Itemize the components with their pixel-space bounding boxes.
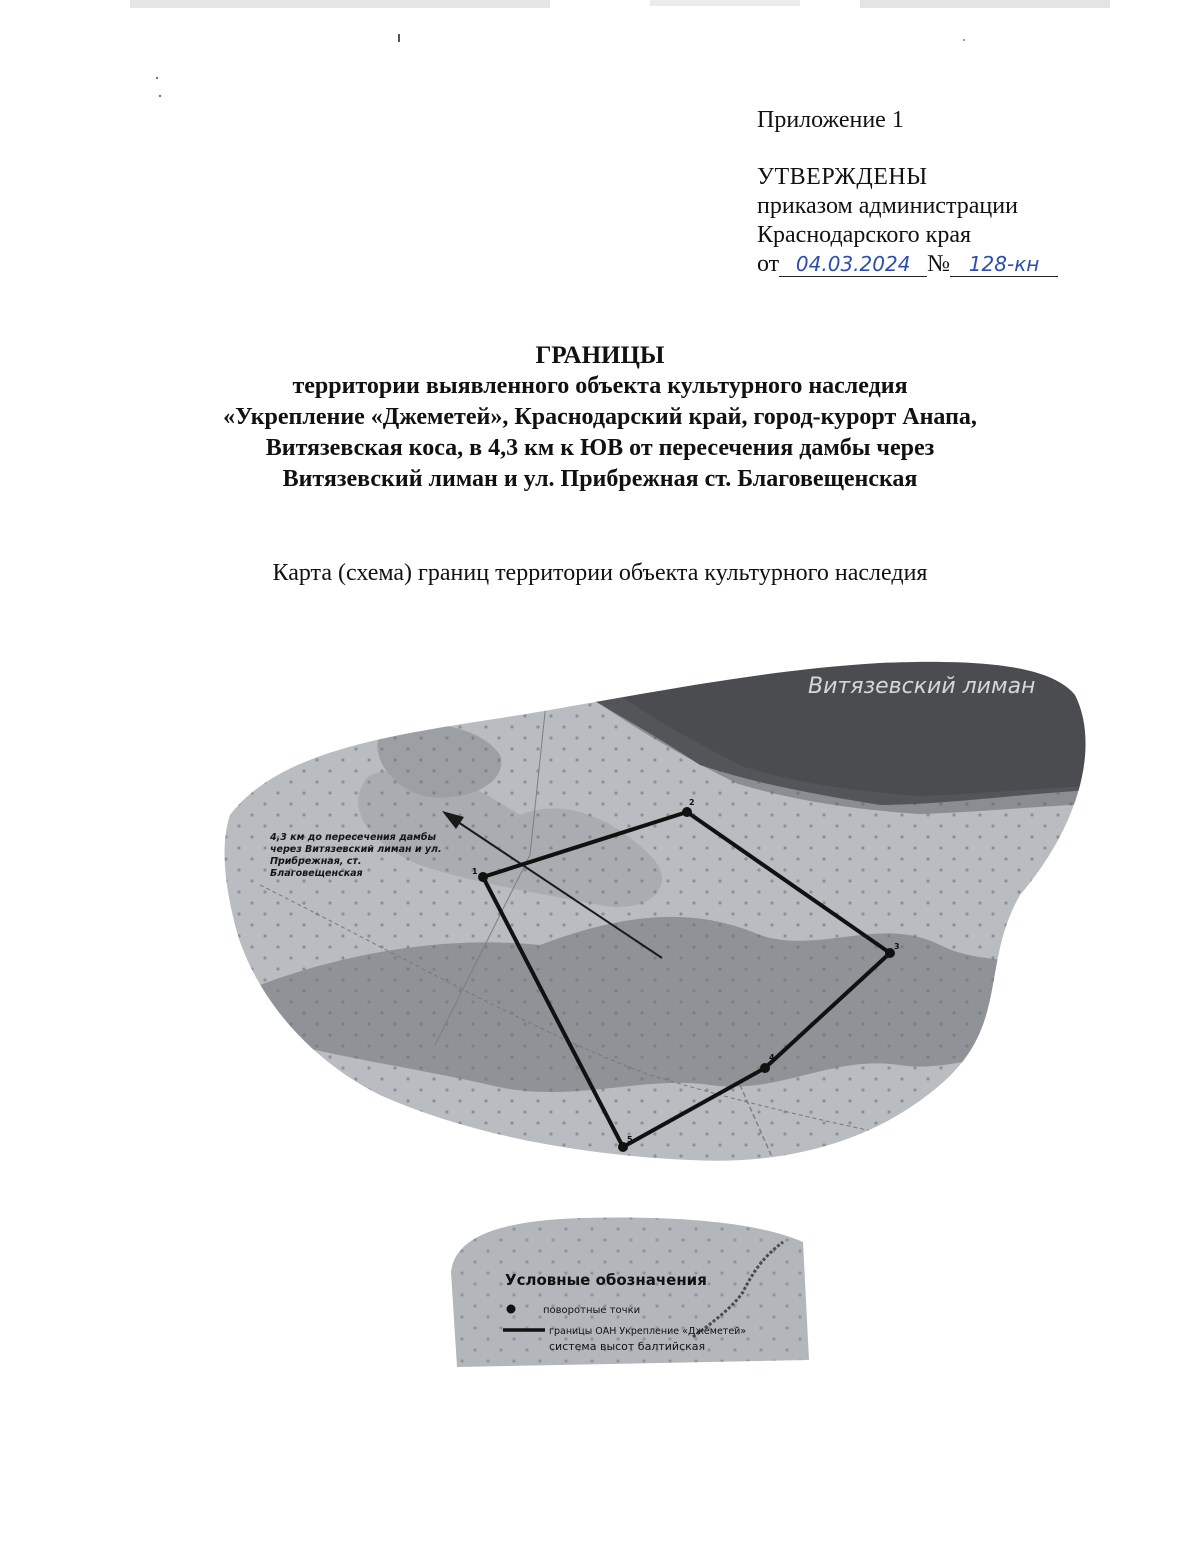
map-legend (443, 1212, 815, 1370)
date-value: 04.03.2024 (779, 252, 927, 277)
document-title (120, 340, 1080, 495)
region-line: Краснодарского края (757, 222, 972, 248)
legend-turning-points: поворотные точки (543, 1305, 641, 1316)
direction-note-line-3: Прибрежная, ст. (270, 856, 362, 867)
turning-point-3-label: 3 (894, 942, 900, 951)
approved-label: УТВЕРЖДЕНЫ (757, 164, 928, 190)
legend-point-symbol (507, 1305, 516, 1314)
legend-boundary-line: границы ОАН Укрепление «Джеметей» (549, 1326, 747, 1337)
order-line: приказом администрации (757, 193, 1018, 219)
title-heading: ГРАНИЦЫ (535, 342, 665, 369)
scan-marks (0, 0, 1200, 120)
direction-note-line-1: 4,3 км до пересечения дамбы (270, 832, 437, 843)
title-line-2: «Укрепление «Джеметей», Краснодарский край, город-курорт Анапа, (223, 404, 977, 430)
direction-note-line-2: через Витязевский лиман и ул. (270, 844, 442, 855)
boundary-map (220, 655, 1090, 1175)
turning-point-1 (478, 872, 488, 882)
lagoon-label: Витязевский лиман (808, 674, 1036, 699)
date-prefix: от (757, 251, 780, 277)
number-value: 128-кн (950, 252, 1058, 277)
turning-point-1-label: 1 (472, 867, 478, 876)
title-line-1: территории выявленного объекта культурного наследия (292, 373, 908, 399)
direction-note-line-4: Благовещенская (270, 868, 363, 879)
turning-point-2-label: 2 (689, 798, 695, 807)
map-caption: Карта (схема) границ территории объекта культурного наследия (272, 560, 928, 586)
turning-point-4-label: 4 (769, 1053, 775, 1062)
title-line-4: Витязевский лиман и ул. Прибрежная ст. Благовещенская (282, 466, 918, 492)
annex-label: Приложение 1 (757, 107, 904, 133)
legend-title: Условные обозначения (505, 1271, 707, 1289)
number-prefix: № (927, 251, 951, 277)
legend-height-system: система высот балтийская (549, 1340, 706, 1353)
title-line-3: Витязевская коса, в 4,3 км к ЮВ от пересечения дамбы через (265, 435, 935, 461)
turning-point-4 (760, 1063, 770, 1073)
approval-stamp (757, 106, 1117, 279)
turning-point-2 (682, 807, 692, 817)
turning-point-5-label: 5 (627, 1135, 633, 1144)
date-number-line (757, 250, 1117, 279)
